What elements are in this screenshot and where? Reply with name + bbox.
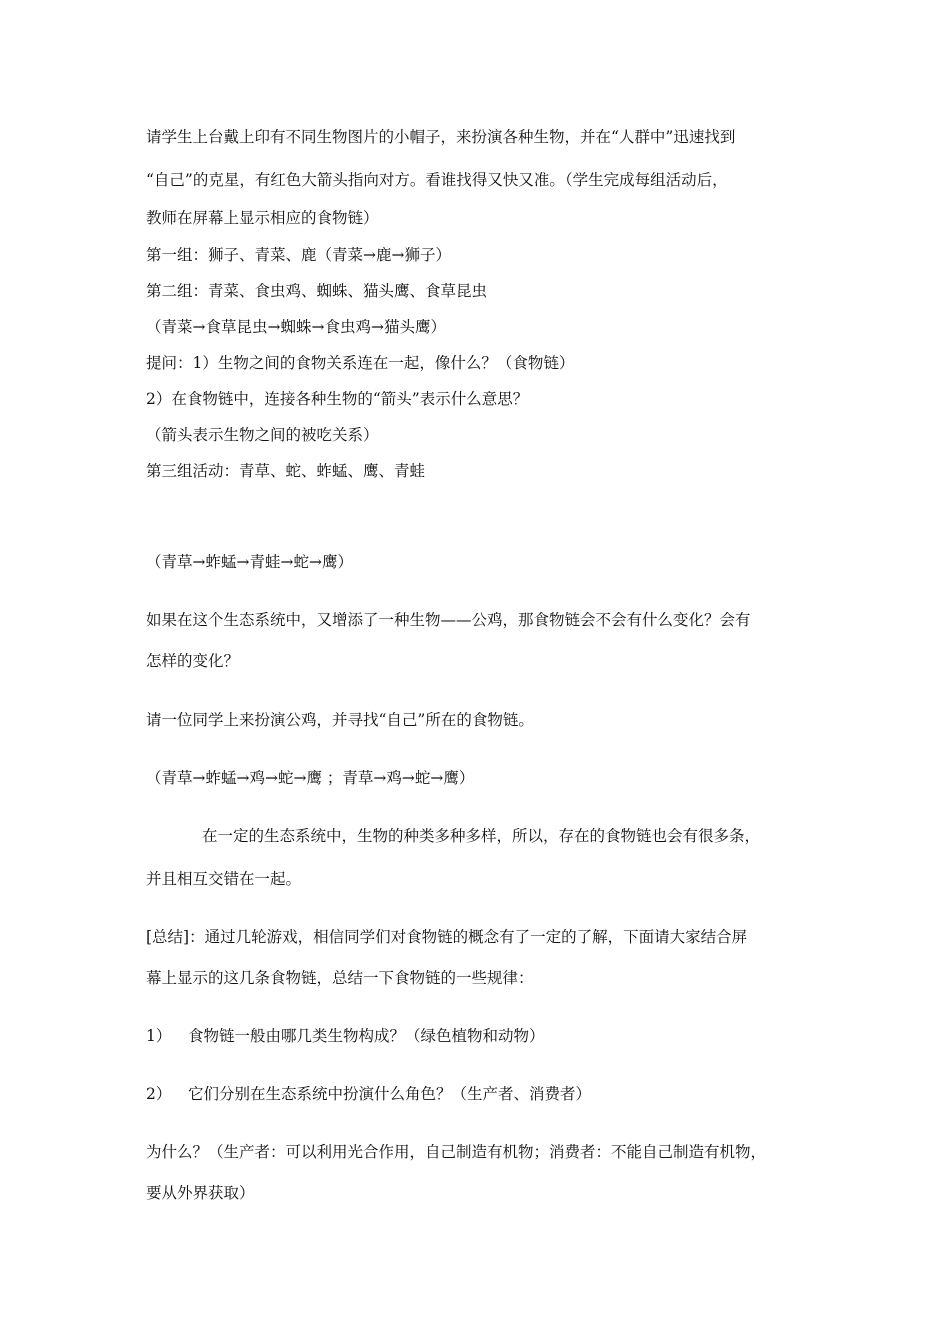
rooster-question-line-2: 怎样的变化？ bbox=[146, 652, 240, 670]
why-line-1: 为什么？（生产者：可以利用光合作用，自己制造有机物；消费者：不能自己制造有机物， bbox=[146, 1143, 767, 1161]
point-1 bbox=[146, 1025, 545, 1047]
group-1-text: 第一组：狮子、青菜、鹿（青菜→鹿→狮子） bbox=[146, 246, 451, 264]
group-2-text: 第二组：青菜、食虫鸡、蜘蛛、猫头鹰、食草昆虫 bbox=[146, 282, 488, 300]
summary-line-2: 幕上显示的这几条食物链，总结一下食物链的一些规律： bbox=[146, 969, 534, 987]
answer-2: （箭头表示生物之间的被吃关系） bbox=[146, 426, 379, 444]
group-3-chain: （青草→蚱蜢→青蛙→蛇→鹰） bbox=[146, 553, 353, 571]
point-2 bbox=[146, 1083, 591, 1105]
rooster-chain: （青草→蚱蜢→鸡→蛇→鹰 ；青草→鸡→蛇→鹰） bbox=[146, 769, 475, 787]
food-web-line-1: 在一定的生态系统中，生物的种类多种多样，所以，存在的食物链也会有很多条， bbox=[202, 827, 761, 845]
intro-line-2: “自己”的克星，有红色大箭头指向对方。看谁找得又快又准。（学生完成每组活动后， bbox=[146, 171, 728, 189]
summary-line-1: [总结]：通过几轮游戏，相信同学们对食物链的概念有了一定的了解，下面请大家结合屏 bbox=[146, 928, 748, 946]
group-3-text: 第三组活动：青草、蛇、蚱蜢、鹰、青蛙 bbox=[146, 462, 426, 480]
food-web-line-2: 并且相互交错在一起。 bbox=[146, 870, 302, 888]
intro-line-3: 教师在屏幕上显示相应的食物链） bbox=[146, 209, 379, 227]
point-2-number: 2） bbox=[146, 1085, 172, 1103]
why-line-2: 要从外界获取） bbox=[146, 1184, 255, 1202]
rooster-activity: 请一位同学上来扮演公鸡，并寻找“自己”所在的食物链。 bbox=[146, 711, 534, 729]
point-1-text: 食物链一般由哪几类生物构成？（绿色植物和动物） bbox=[188, 1027, 545, 1045]
rooster-question-line-1: 如果在这个生态系统中，又增添了一种生物——公鸡，那食物链会不会有什么变化？会有 bbox=[146, 611, 751, 629]
question-2: 2）在食物链中，连接各种生物的“箭头”表示什么意思？ bbox=[146, 390, 529, 408]
group-2-chain: （青菜→食草昆虫→蜘蛛→食虫鸡→猫头鹰） bbox=[146, 318, 446, 336]
question-1: 提问：1）生物之间的食物关系连在一起，像什么？（食物链） bbox=[146, 354, 575, 372]
intro-line-1: 请学生上台戴上印有不同生物图片的小帽子，来扮演各种生物，并在“人群中”迅速找到 bbox=[146, 128, 736, 146]
point-1-number: 1） bbox=[146, 1027, 172, 1045]
point-2-text: 它们分别在生态系统中扮演什么角色？（生产者、消费者） bbox=[188, 1085, 592, 1103]
